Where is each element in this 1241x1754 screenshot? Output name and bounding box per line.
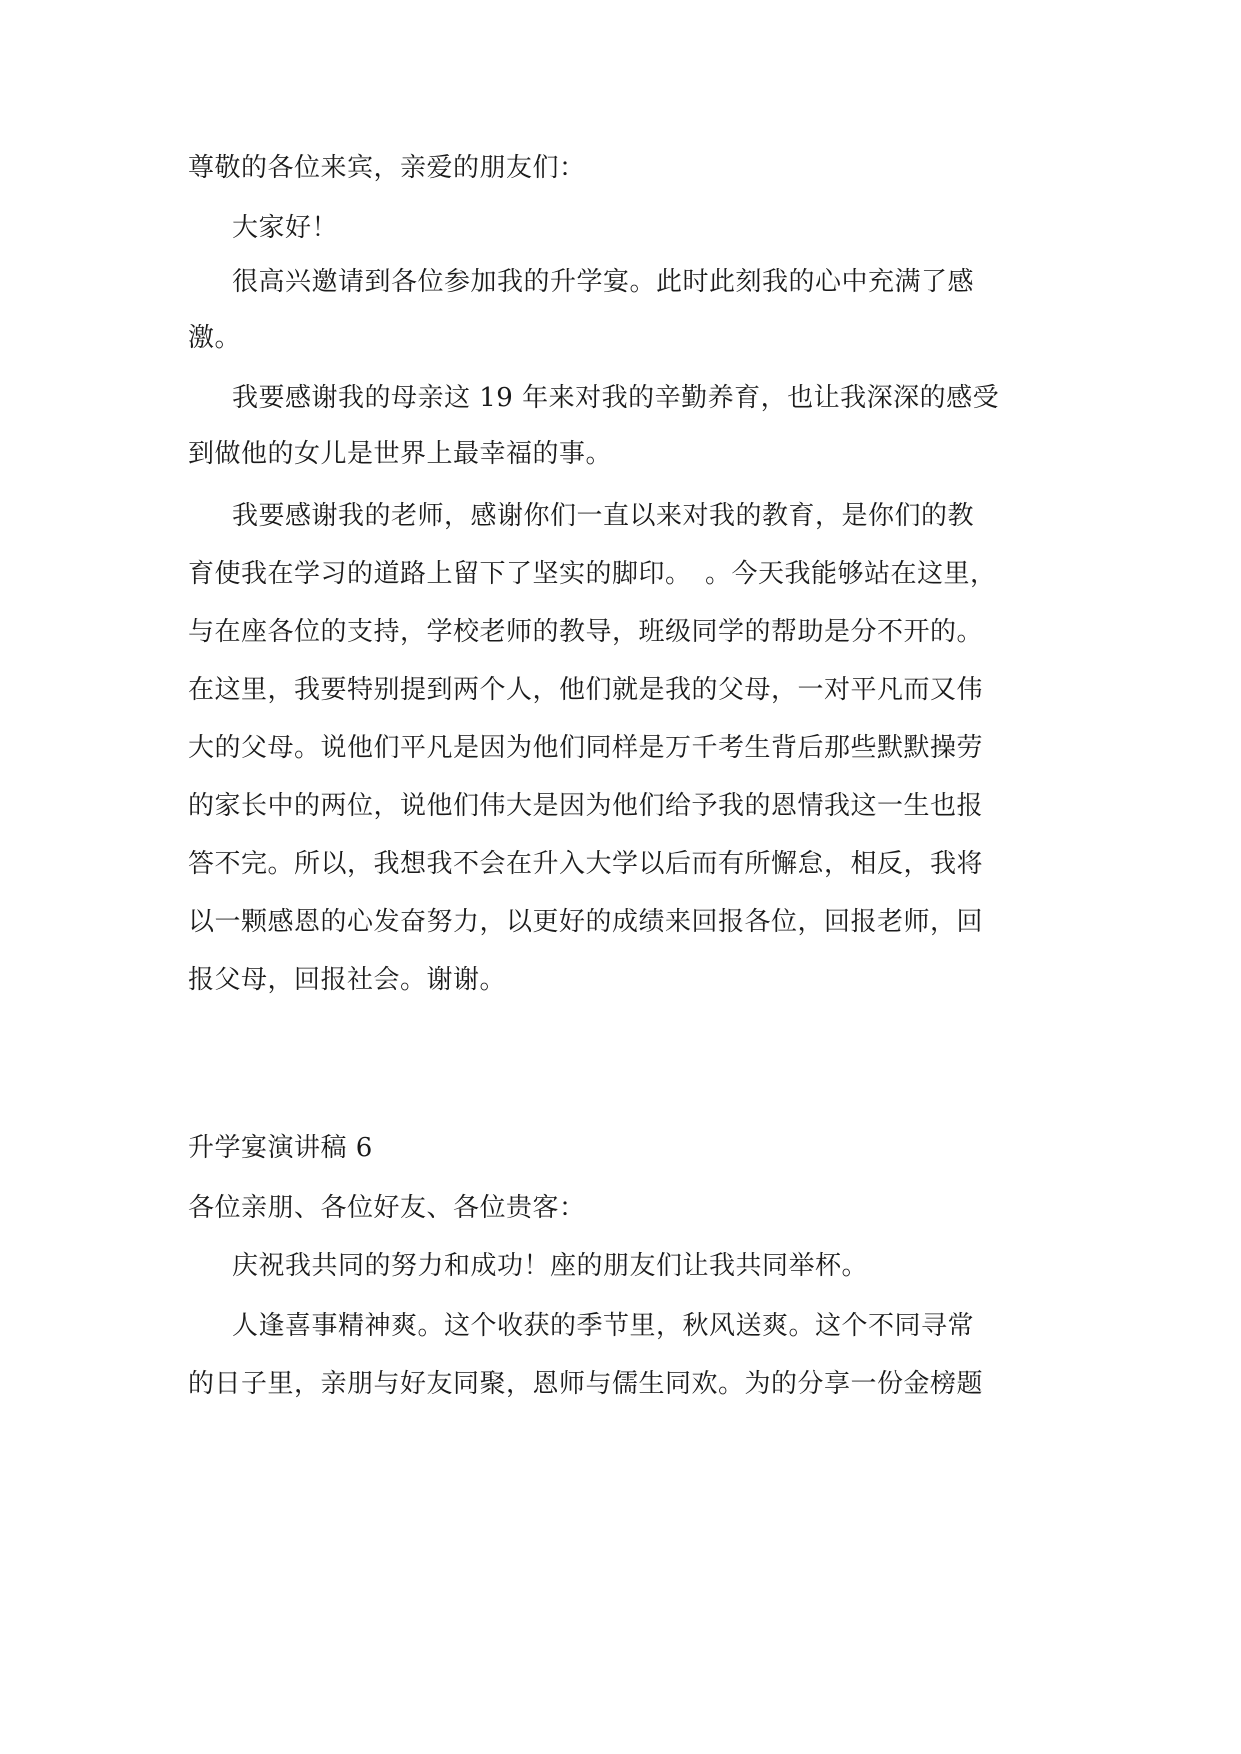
greeting-line: 各位亲朋、各位好友、各位贵客： — [188, 1193, 586, 1223]
paragraph-line: 在这里，我要特别提到两个人，他们就是我的父母，一对平凡而又伟 — [188, 675, 984, 705]
paragraph-line: 到做他的女儿是世界上最幸福的事。 — [188, 439, 613, 469]
paragraph-line: 与在座各位的支持，学校老师的教导，班级同学的帮助是分不开的。 — [188, 617, 984, 647]
paragraph-line: 我要感谢我的老师，感谢你们一直以来对我的教育，是你们的教 — [232, 501, 975, 531]
paragraph-line: 庆祝我共同的努力和成功！座的朋友们让我共同举杯。 — [232, 1251, 869, 1281]
paragraph-line: 以一颗感恩的心发奋努力，以更好的成绩来回报各位，回报老师，回 — [188, 907, 984, 937]
paragraph-line: 大的父母。说他们平凡是因为他们同样是万千考生背后那些默默操劳 — [188, 733, 984, 763]
paragraph-line: 的家长中的两位，说他们伟大是因为他们给予我的恩情我这一生也报 — [188, 791, 984, 821]
paragraph-line: 育使我在学习的道路上留下了坚实的脚印。 。今天我能够站在这里， — [188, 559, 997, 589]
paragraph-line: 我要感谢我的母亲这 19 年来对我的辛勤养育，也让我深深的感受 — [232, 383, 1000, 413]
hello-line: 大家好！ — [232, 213, 339, 243]
greeting-line: 尊敬的各位来宾，亲爱的朋友们： — [188, 153, 586, 183]
section-title: 升学宴演讲稿 6 — [188, 1133, 373, 1163]
paragraph-line: 激。 — [188, 323, 242, 353]
paragraph-line: 答不完。所以，我想我不会在升入大学以后而有所懈怠，相反，我将 — [188, 849, 984, 879]
paragraph-line: 的日子里，亲朋与好友同聚，恩师与儒生同欢。为的分享一份金榜题 — [188, 1369, 984, 1399]
paragraph-line: 人逢喜事精神爽。这个收获的季节里，秋风送爽。这个不同寻常 — [232, 1311, 975, 1341]
paragraph-line: 很高兴邀请到各位参加我的升学宴。此时此刻我的心中充满了感 — [232, 267, 975, 297]
paragraph-line: 报父母，回报社会。谢谢。 — [188, 965, 507, 995]
